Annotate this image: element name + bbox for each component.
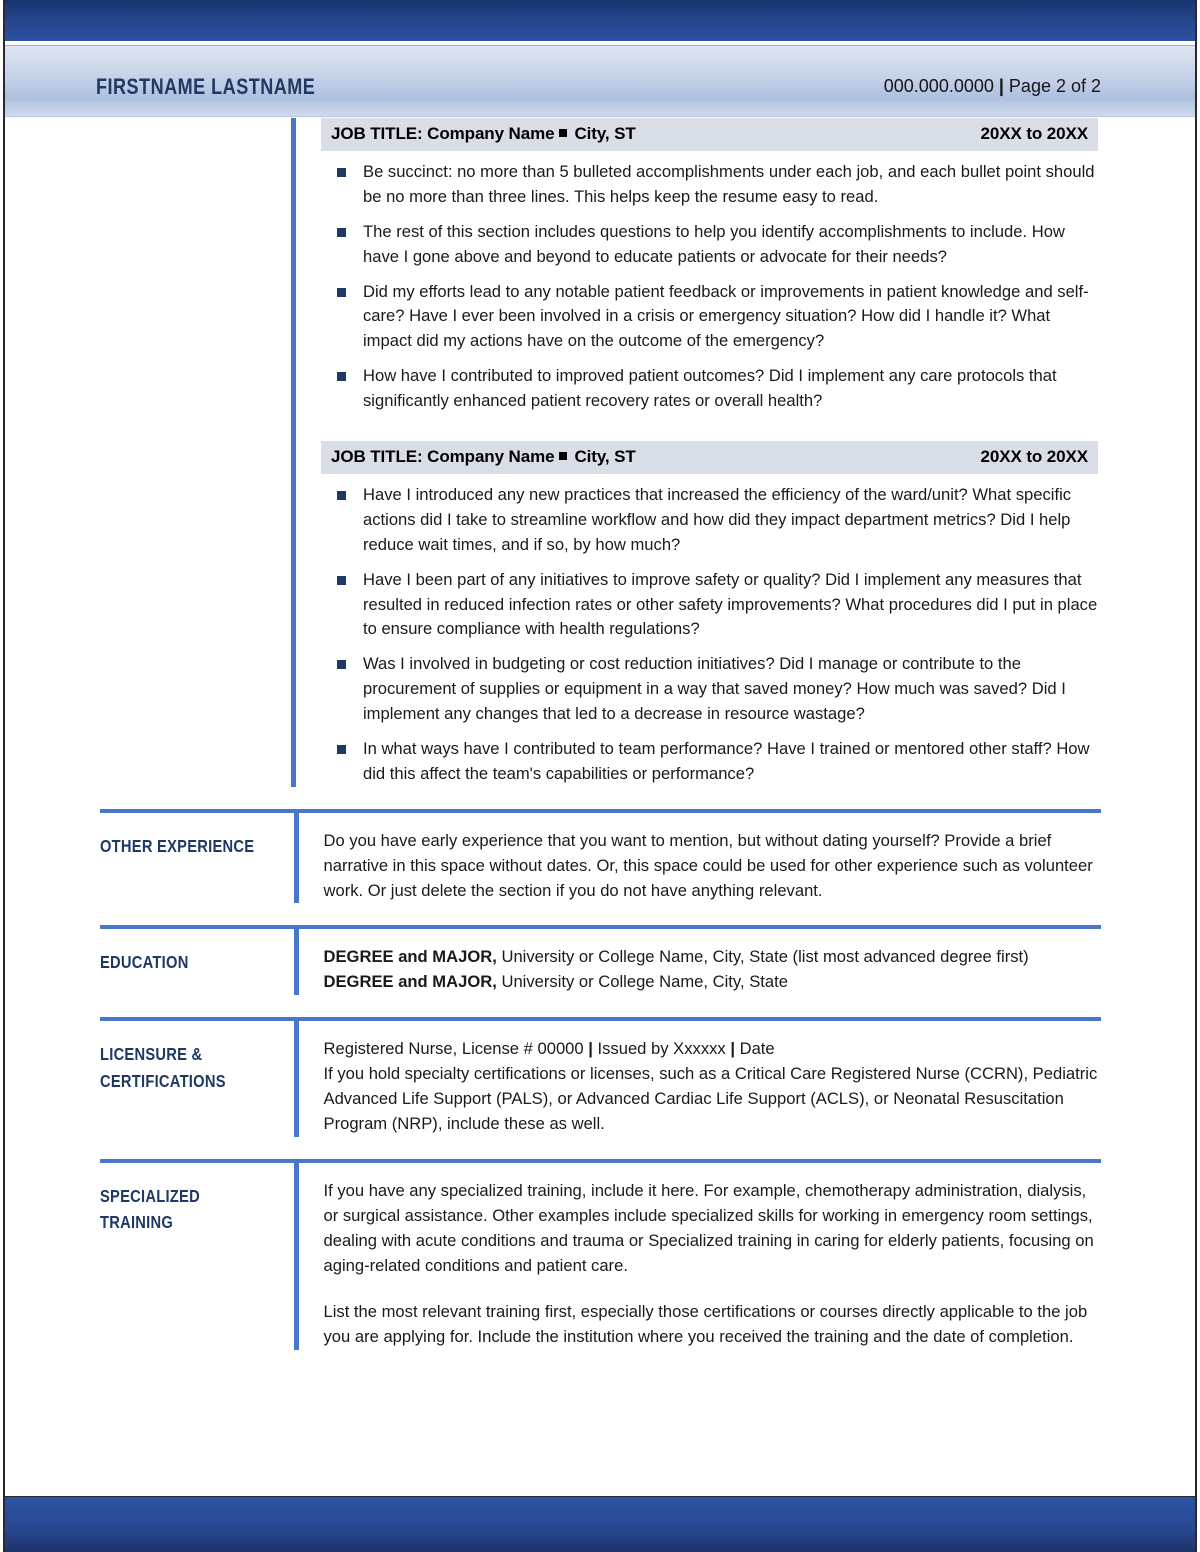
list-item: Did my efforts lead to any notable patient feedback or improvements in patient knowledge and self-care? Have I ever been involved in a crisis or emergency situation? How did I handle it? What impact did my actions have on the outcome of the emergency? [321,280,1098,355]
section-label [100,1163,294,1350]
degree-detail: University or College Name, City, State [496,972,788,992]
header-meta [884,76,1101,97]
section-label [100,813,294,904]
training-paragraph: List the most relevant training first, especially those certifications or courses directly applicable to the job you are applying for. Include the institution where you received the training and the date of completion. [323,1302,1088,1347]
header-page-number: Page 2 of 2 [1008,76,1101,96]
training-paragraph: If you have any specialized training, include it here. For example, chemotherapy administration, dialysis, or surgical assistance. Other examples include specialized skills for working in emergency room settings, dealing with acute conditions and trauma or Specialized training in caring for elderly patients, focusing on aging-related conditions and patient care. [323,1180,1094,1275]
job-header-bar [321,118,1098,151]
section-label [100,1021,294,1137]
other-experience-paragraph: Do you have early experience that you want to mention, but without dating yourself? Provide a brief narrative in this space without dates. Or, this space could be used for other experience such as volunteer work. Or just delete the section if you do not have anything relevant. [323,830,1093,900]
licensure-paragraph: If you hold specialty certifications or licenses, such as a Critical Care Registered Nurse (CCRN), Pediatric Advanced Life Support (PALS), or Advanced Cardiac Life Support (ACLS), or Neonatal Resuscitation Program (NRP), include these as well. [323,1064,1098,1133]
education-entry [324,945,1101,970]
license-name: Registered Nurse, License # 00000 [323,1039,589,1059]
pipe-separator: | [730,1039,735,1059]
spacer [321,414,1098,441]
header-phone: 000.000.0000 [883,76,994,96]
page-title: FIRSTNAME LASTNAME [96,74,316,99]
job-location: City, ST [574,447,636,467]
square-separator-icon [559,452,567,460]
job-title-and-company [331,447,636,467]
section-other-experience [100,813,1101,904]
list-item: Was I involved in budgeting or cost reduction initiatives? Did I manage or contribute to the procurement of supplies or equipment in a way that saved money? How much was saved? Did I implement any changes that led to a decrease in resource wastage? [321,652,1098,727]
list-item: Have I introduced any new practices that increased the efficiency of the ward/unit? What specific actions did I take to streamline workflow and how did they impact department metrics? Did I help reduce wait times, and if so, by how much? [321,483,1098,558]
job-location: City, ST [574,124,636,143]
section-label [100,929,294,995]
degree-label: DEGREE and MAJOR, [323,947,497,967]
job-title-text: JOB TITLE: Company Name [331,447,555,467]
job-accomplishment-list [321,483,1098,787]
list-item: How have I contributed to improved patient outcomes? Did I implement any care protocols that significantly enhanced patient recovery rates or overall health? [321,364,1098,414]
job-title-and-company [331,124,636,144]
list-item: In what ways have I contributed to team performance? Have I trained or mentored other staff? How did this affect the team's capabilities or performance? [321,737,1098,787]
job-accomplishment-list [321,160,1098,414]
experience-entry [291,118,1098,787]
job-dates: 20XX to 20XX [980,447,1088,467]
section-body [294,1163,1101,1350]
list-item: Be succinct: no more than 5 bulleted accomplishments under each job, and each bullet point should be no more than three lines. This helps keep the resume easy to read. [321,160,1098,210]
section-label-text-line2: TRAINING [99,1212,173,1233]
spacer [0,1137,1200,1159]
license-issuer: Issued by Xxxxxx [592,1039,731,1059]
section-body [294,1021,1101,1137]
list-item: The rest of this section includes questions to help you identify accomplishments to include. How have I gone above and beyond to educate patients or advocate for their needs? [321,220,1098,270]
square-separator-icon [559,129,567,137]
list-item: Have I been part of any initiatives to improve safety or quality? Did I implement any measures that resulted in reduced infection rates or other safety improvements? What procedures did I put in place to ensure compliance with health regulations? [321,568,1098,643]
job-header-bar [321,441,1098,474]
bottom-decorative-bar [5,1497,1195,1552]
degree-detail: University or College Name, City, State (list most advanced degree first) [496,947,1029,967]
header-separator: | [998,76,1004,96]
top-decorative-bar [5,0,1195,41]
section-specialized-training [100,1163,1101,1350]
pipe-separator: | [588,1039,593,1059]
spacer [0,903,1200,925]
license-line [324,1037,1101,1062]
license-date: Date [734,1039,775,1059]
section-body [294,929,1101,995]
section-licensure [100,1021,1101,1137]
degree-label: DEGREE and MAJOR, [323,972,497,992]
job-title-text: JOB TITLE: Company Name [331,124,555,143]
section-label-text: EDUCATION [99,952,189,973]
education-entry [324,970,1101,995]
section-label-text-line2: CERTIFICATIONS [99,1070,226,1091]
spacer [0,787,1200,809]
section-label-text-line1: LICENSURE & [99,1044,202,1065]
section-body [294,813,1101,904]
section-label-text-line1: SPECIALIZED [99,1185,200,1206]
job-dates: 20XX to 20XX [980,124,1088,143]
spacer [0,995,1200,1017]
page-content [0,118,1200,1350]
section-label-text: OTHER EXPERIENCE [99,835,254,856]
section-education [100,929,1101,995]
